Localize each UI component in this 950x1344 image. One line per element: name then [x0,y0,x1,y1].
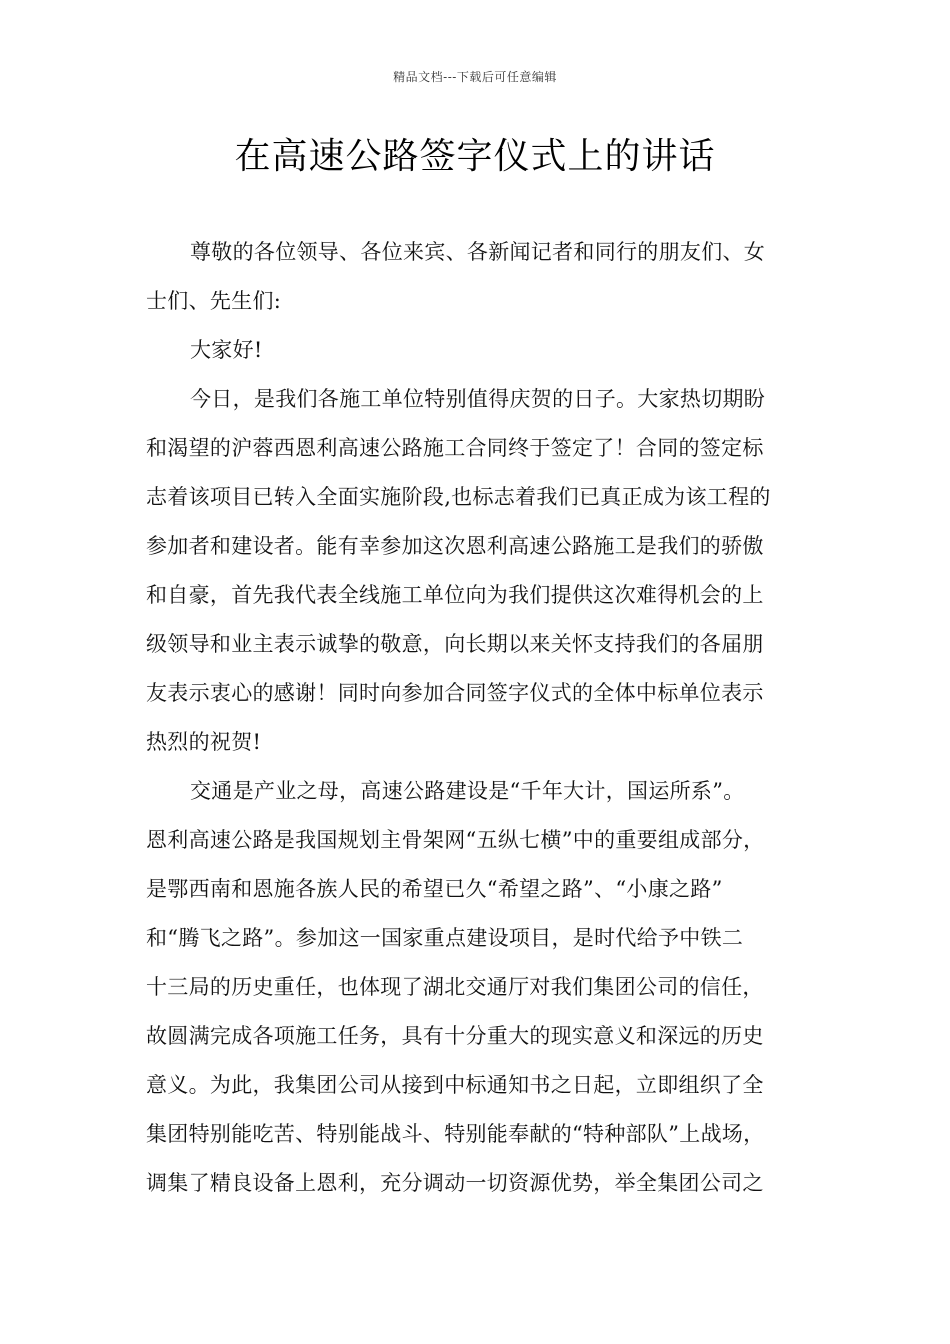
paragraph-line: 士们、先生们: [146,289,282,313]
paragraph-line: 意义。为此，我集团公司从接到中标通知书之日起，立即组织了全 [146,1073,764,1097]
paragraph-line: 热烈的祝贺! [146,730,262,754]
paragraph-line: 尊敬的各位领导、各位来宾、各新闻记者和同行的朋友们、女 [190,240,766,264]
document-title: 在高速公路签字仪式上的讲话 [234,136,716,177]
paragraph-line: 恩利高速公路是我国规划主骨架网“五纵七横”中的重要组成部分， [146,828,765,852]
paragraph-line: 十三局的历史重任，也体现了湖北交通厅对我们集团公司的信任， [146,975,764,999]
paragraph-line: 级领导和业主表示诚挚的敬意，向长期以来关怀支持我们的各届朋 [146,632,764,656]
paragraph-line: 和渴望的沪蓉西恩利高速公路施工合同终于签定了！合同的签定标 [146,436,764,460]
paragraph-line: 和自豪，首先我代表全线施工单位向为我们提供这次难得机会的上 [146,583,764,607]
header-note: 精品文档---下载后可任意编辑 [393,70,557,84]
paragraph-line: 调集了精良设备上恩利，充分调动一切资源优势，举全集团公司之 [146,1171,764,1195]
paragraph-line: 参加者和建设者。能有幸参加这次恩利高速公路施工是我们的骄傲 [146,534,764,558]
paragraph-line: 友表示衷心的感谢！同时向参加合同签字仪式的全体中标单位表示 [146,681,764,705]
document-body [146,228,826,1208]
paragraph-line: 大家好! [190,338,263,362]
paragraph-line: 是鄂西南和恩施各族人民的希望已久“希望之路”、“小康之路” [146,877,723,901]
paragraph-line: 和“腾飞之路”。参加这一国家重点建设项目，是时代给予中铁二 [146,926,744,950]
paragraph-line: 志着该项目已转入全面实施阶段,也标志着我们已真正成为该工程的 [146,485,771,509]
paragraph-line: 集团特别能吃苦、特别能战斗、特别能奉献的“特种部队”上战场， [146,1122,765,1146]
paragraph-line: 今日，是我们各施工单位特别值得庆贺的日子。大家热切期盼 [190,387,766,411]
paragraph-line: 交通是产业之母，高速公路建设是“千年大计，国运所系”。 [190,779,745,803]
paragraph-line: 故圆满完成各项施工任务，具有十分重大的现实意义和深远的历史 [146,1024,764,1048]
